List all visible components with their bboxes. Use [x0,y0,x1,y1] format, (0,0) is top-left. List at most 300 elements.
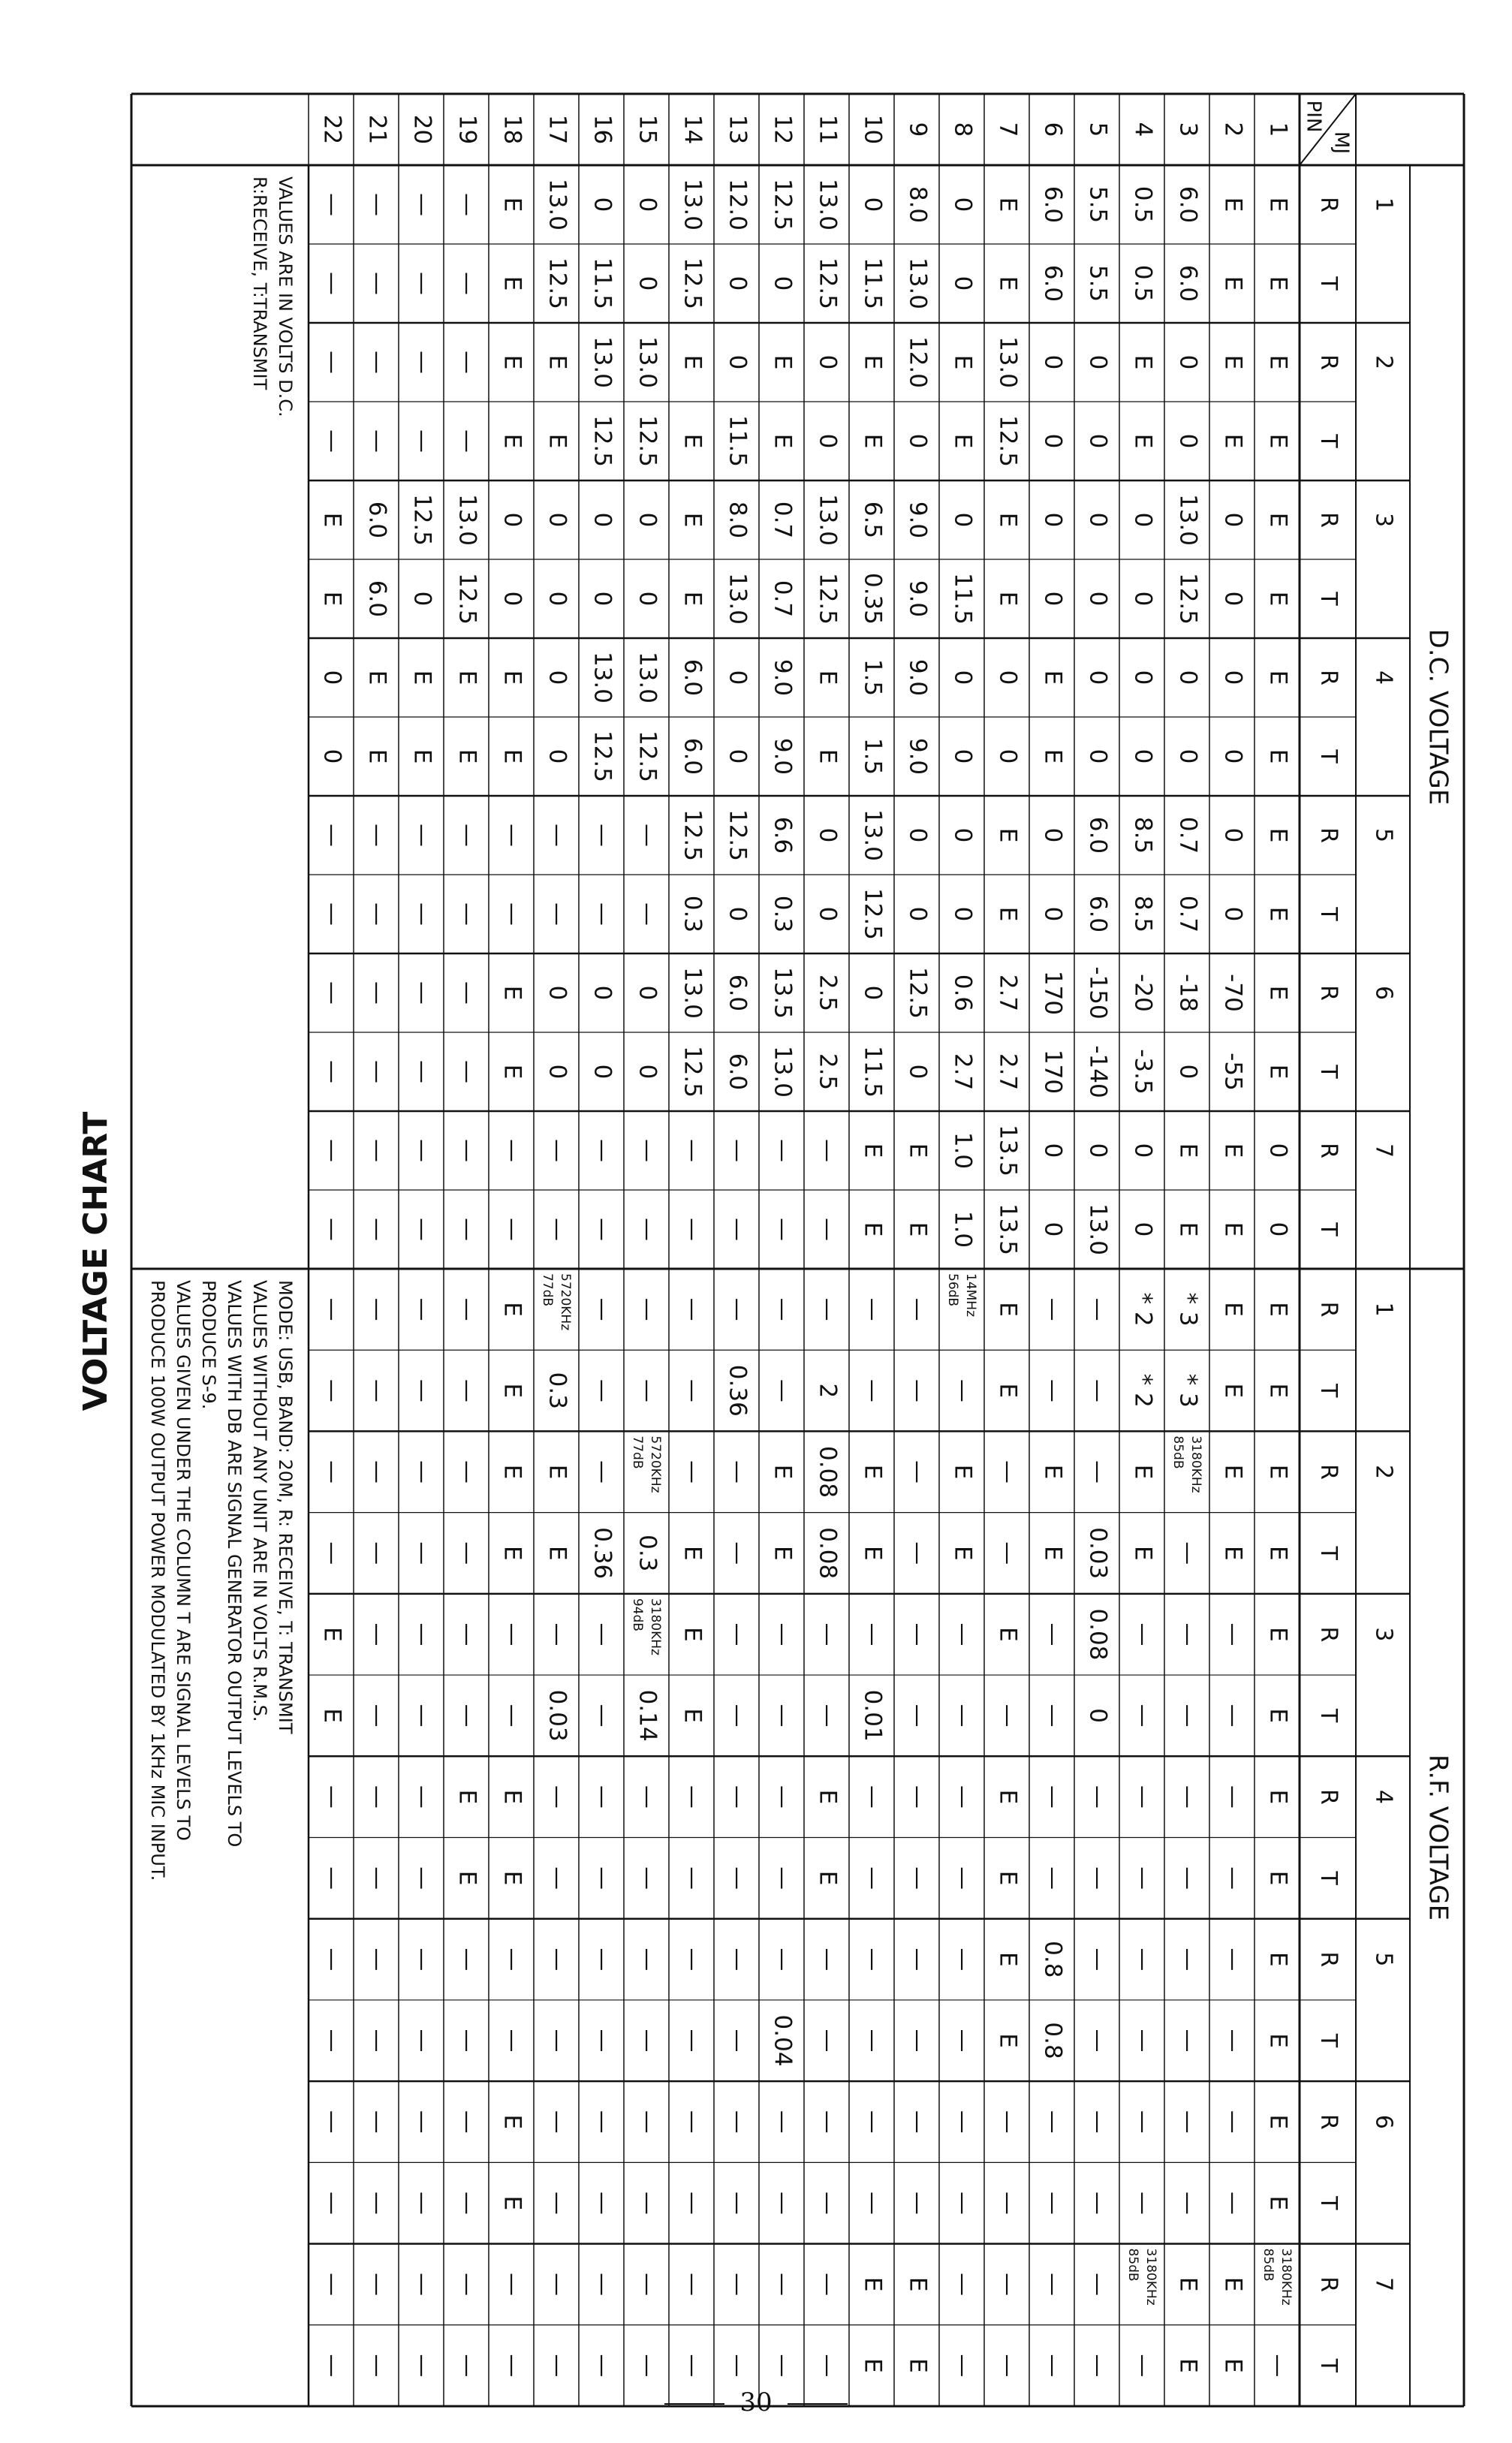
rf-cell-value: 2 [814,1383,842,1399]
rf-cell-value: 0.36 [589,1527,616,1580]
rf-note-line: MODE: USB, BAND: 20M, R: RECEIVE, T: TRANSMIT [275,1280,296,1734]
dc-cell-value: — [453,902,481,926]
rf-cell-value: — [634,1947,661,1972]
dc-cell-value: — [453,1060,481,1083]
dc-col-label-t: T [1315,276,1342,291]
rf-cell-value: — [949,1785,977,1809]
dc-cell-value: 2.7 [994,974,1022,1012]
rf-cell-value: — [1219,2191,1247,2215]
dc-cell-value: — [453,351,481,374]
dc-cell-value: — [363,981,391,1005]
rf-cell-value: — [318,1541,346,1565]
dc-cell-value: 12.5 [408,493,436,547]
rf-cell-value: E [1264,1302,1292,1317]
dc-cell-value: 0 [949,827,977,843]
dc-group-label: 7 [1370,1143,1397,1158]
dc-cell-value: — [679,1139,706,1162]
dc-cell-value: E [408,670,436,685]
dc-cell-value: 0 [634,276,661,291]
rf-cell-value: — [318,1785,346,1809]
rf-cell-value: E [544,1464,571,1480]
rf-cell-value: E [904,2358,932,2373]
rf-cell-value: — [859,2029,887,2053]
dc-cell-value: 6.5 [859,501,887,539]
dc-cell-value: — [318,1139,346,1162]
rf-col-label-r: R [1315,1788,1342,1805]
rf-cell-value: — [769,1703,797,1728]
rf-cell-value: — [1129,1703,1157,1728]
rf-cell-value: — [814,2354,842,2378]
pin-number: 2 [1219,122,1247,137]
rf-cell-value: — [994,2273,1022,2297]
rf-cell-value: — [904,1460,932,1484]
dc-cell-value: — [769,1139,797,1162]
rf-cell-value: — [724,2191,751,2215]
dc-cell-value: — [363,1139,391,1162]
rf-cell-value: — [1174,1866,1202,1890]
rf-cell-value: E [679,1545,706,1561]
rf-cell-value: — [453,1378,481,1402]
rf-cell-value: — [589,1297,616,1321]
rf-cell-value: 3180KHz [1279,2248,1294,2306]
dc-cell-value: 13.0 [589,651,616,704]
dc-cell-value: — [453,981,481,1005]
dc-cell-value: E [498,276,526,291]
dc-cell-value: 0 [814,906,842,922]
rf-cell-value: — [453,1703,481,1728]
dc-cell-value: — [363,193,391,216]
rf-cell-value: — [679,2110,706,2134]
dc-cell-value: 0 [1219,512,1247,528]
dc-cell-value: 0 [634,512,661,528]
rf-cell-value: — [949,1866,977,1890]
dc-cell-value: E [498,354,526,370]
dc-cell-value: 0 [1039,1222,1067,1237]
dc-cell-value: 0 [498,591,526,607]
dc-cell-value: E [679,591,706,607]
dc-cell-value: 0 [318,749,346,764]
dc-cell-value: 12.5 [859,887,887,941]
dc-cell-value: E [498,749,526,764]
dc-cell-value: 1.0 [949,1210,977,1249]
dc-cell-value: E [1264,827,1292,843]
dc-cell-value: 0 [1084,670,1112,685]
rf-cell-value: — [498,1947,526,1972]
dc-cell-value: -55 [1219,1053,1247,1091]
rf-group-label: 4 [1370,1789,1397,1804]
rf-col-label-r: R [1315,1464,1342,1480]
dc-cell-value: 13.0 [1174,493,1202,547]
dc-cell-value: 0 [724,749,751,764]
rf-cell-value: — [679,2029,706,2053]
dc-cell-value: — [544,824,571,847]
dc-cell-value: E [1264,512,1292,528]
pin-number: 17 [544,114,571,145]
rf-cell-value: — [1219,2110,1247,2134]
dc-cell-value: E [994,827,1022,843]
dc-cell-value: — [318,824,346,847]
dc-cell-value: — [453,193,481,216]
rf-cell-value: — [679,1785,706,1809]
rf-cell-value: 0.08 [1084,1608,1112,1661]
dc-cell-value: 0 [589,985,616,1001]
rf-cell-value: 0.08 [814,1446,842,1499]
dc-cell-value: 13.0 [453,493,481,547]
dc-cell-value: — [589,902,616,926]
rf-cell-value: — [679,2191,706,2215]
rf-col-label-r: R [1315,2113,1342,2130]
dc-cell-value: 0 [1129,591,1157,607]
dc-cell-value: 0 [1084,749,1112,764]
rf-cell-value: — [1219,1622,1247,1646]
rf-cell-value: — [589,2273,616,2297]
dc-cell-value: E [1219,1222,1247,1237]
rf-col-label-r: R [1315,1301,1342,1318]
dc-cell-value: 13.0 [634,336,661,389]
rf-cell-value: — [498,1703,526,1728]
rf-cell-value: E [1039,1545,1067,1561]
dc-cell-value: — [318,902,346,926]
dc-col-label-r: R [1315,512,1342,528]
dc-cell-value: E [949,433,977,449]
rf-cell-value: E [453,1870,481,1886]
dc-cell-value: — [318,193,346,216]
dc-cell-value: 0 [949,749,977,764]
dc-cell-value: E [1219,433,1247,449]
rf-cell-value: 85dB [1125,2248,1140,2282]
rf-cell-value: E [1129,1545,1157,1561]
rf-cell-value: — [589,1866,616,1890]
rf-col-label-r: R [1315,2276,1342,2293]
dc-cell-value: 9.0 [904,658,932,697]
rf-cell-value: — [1129,1866,1157,1890]
dc-cell-value: 0 [994,670,1022,685]
page-number: 30 [739,2387,773,2417]
rf-note-line: VALUES GIVEN UNDER THE COLUMN T ARE SIGNAL LEVELS TO [173,1280,194,1841]
rf-cell-value: — [363,1785,391,1809]
rf-cell-value: — [634,2029,661,2053]
dc-cell-value: 5.5 [1084,264,1112,303]
rf-cell-value: — [904,1297,932,1321]
dc-cell-value: 0 [1219,670,1247,685]
rf-cell-value: E [498,2195,526,2211]
dc-cell-value: — [498,1218,526,1241]
dc-cell-value: 0 [724,354,751,370]
rf-cell-value: E [498,1464,526,1480]
dc-cell-value: 0 [1219,827,1247,843]
dc-cell-value: — [408,902,436,926]
dc-cell-value: 0 [1084,591,1112,607]
rf-cell-value: — [724,1866,751,1890]
rf-cell-value: — [1174,2029,1202,2053]
dc-cell-value: E [994,906,1022,922]
rf-cell-value: — [904,1622,932,1646]
rf-group-label: 2 [1370,1464,1397,1480]
rf-cell-value: — [634,1866,661,1890]
dc-cell-value: E [498,985,526,1001]
rf-cell-value: — [724,2273,751,2297]
dc-cell-value: 6.6 [769,816,797,854]
dc-group-label: 3 [1370,512,1397,528]
dc-col-label-t: T [1315,1222,1342,1237]
dc-cell-value: E [544,354,571,370]
dc-cell-value: 0 [408,591,436,607]
pin-number: 19 [453,114,481,145]
rf-cell-value: — [363,1622,391,1646]
dc-cell-value: 13.0 [994,336,1022,389]
dc-cell-value: — [318,1218,346,1241]
rf-col-label-t: T [1315,1384,1342,1398]
dc-cell-value: — [363,351,391,374]
rf-cell-value: 56dB [945,1273,960,1307]
dc-cell-value: 0 [1219,591,1247,607]
rf-cell-value: 0.36 [724,1364,751,1417]
rf-cell-value: — [1129,2029,1157,2053]
rf-cell-value: — [1174,1947,1202,1972]
rf-cell-value: — [544,1622,571,1646]
rf-cell-value: E [498,1383,526,1399]
dc-cell-value: — [318,272,346,295]
rf-cell-value: E [498,2114,526,2130]
dc-cell-value: 12.5 [634,730,661,783]
dc-cell-value: 13.0 [814,493,842,547]
rf-cell-value: — [318,2110,346,2134]
dc-cell-value: 2.7 [994,1053,1022,1091]
rf-group-label: 6 [1370,2114,1397,2129]
rf-cell-value: E [498,1789,526,1805]
dc-cell-value: 0 [1084,433,1112,449]
rf-col-label-t: T [1315,1546,1342,1560]
dc-col-label-r: R [1315,354,1342,370]
dc-cell-value: 13.0 [814,178,842,231]
dc-cell-value: — [363,902,391,926]
dc-cell-value: — [408,351,436,374]
rf-cell-value: E [498,1302,526,1317]
rf-cell-value: E [318,1708,346,1723]
rf-cell-value: — [363,2273,391,2297]
rf-cell-value: — [994,2110,1022,2134]
rf-cell-value: E [1039,1464,1067,1480]
rf-cell-value: — [453,2354,481,2378]
dc-cell-value: E [318,591,346,607]
rf-cell-value: — [1129,2354,1157,2378]
rf-cell-value: — [544,2029,571,2053]
dc-cell-value: E [1129,354,1157,370]
dc-cell-value: 6.0 [1039,264,1067,303]
dc-cell-value: 0 [724,670,751,685]
rf-cell-value: E [1219,1545,1247,1561]
pin-number: 13 [724,114,751,145]
rf-cell-value: 77dB [540,1273,555,1307]
rf-cell-value: — [769,1947,797,1972]
dc-cell-value: 0.5 [1129,264,1157,303]
dc-cell-value: 11.5 [589,257,616,310]
rf-group-label: 7 [1370,2277,1397,2292]
dc-cell-value: 0 [634,1064,661,1080]
dc-cell-value: 8.0 [904,185,932,224]
rf-cell-value: — [769,2354,797,2378]
pin-number: 20 [408,114,436,145]
dc-cell-value: — [408,1060,436,1083]
dc-cell-value: E [1264,749,1292,764]
pin-number: 4 [1129,122,1157,137]
dc-cell-value: 13.5 [994,1203,1022,1256]
rf-cell-value: — [1129,1622,1157,1646]
dc-cell-value: 0 [1129,512,1157,528]
dc-note-line: VALUES ARE IN VOLTS D.C. [275,176,296,417]
dc-cell-value: 0 [1039,512,1067,528]
dc-cell-value: E [859,433,887,449]
rf-group-label: 3 [1370,1627,1397,1642]
rf-cell-value: — [859,1297,887,1321]
rf-cell-value: — [363,2354,391,2378]
dc-cell-value: 0 [904,433,932,449]
rf-cell-value: 0.8 [1039,1941,1067,1978]
dc-cell-value: 0.3 [679,895,706,933]
dc-cell-value: 170 [1039,1049,1067,1095]
dc-cell-value: E [1264,906,1292,922]
rf-cell-value: 0.3 [634,1535,661,1572]
corner-label-mj: MJ [1330,131,1353,155]
dc-cell-value: — [408,1139,436,1162]
dc-cell-value: E [1264,985,1292,1001]
dc-col-label-t: T [1315,1065,1342,1079]
rf-cell-value: — [318,1378,346,1402]
dc-cell-value: 0 [769,276,797,291]
rf-cell-value: — [1084,1785,1112,1809]
dc-cell-value: — [453,429,481,453]
dc-cell-value: 0.5 [1129,185,1157,224]
dc-cell-value: E [1039,749,1067,764]
dc-cell-value: — [724,1139,751,1162]
rf-cell-value: — [1039,2191,1067,2215]
dc-cell-value: 0 [1039,906,1067,922]
dc-cell-value: 12.5 [544,257,571,310]
dc-cell-value: 0 [634,197,661,212]
rf-group-label: 5 [1370,1952,1397,1967]
rf-cell-value: — [408,1460,436,1484]
rf-cell-value: E [1264,1708,1292,1723]
rf-cell-value: — [859,1866,887,1890]
dc-cell-value: 0 [544,985,571,1001]
dc-group-label: 1 [1370,197,1397,212]
rf-cell-value: — [724,1703,751,1728]
dc-col-label-t: T [1315,907,1342,921]
dc-cell-value: E [769,433,797,449]
rf-cell-value: — [949,2354,977,2378]
rf-cell-value: — [994,2354,1022,2378]
dc-cell-value: 12.5 [904,966,932,1020]
rf-cell-value: — [1174,1622,1202,1646]
rf-cell-value: E [859,2276,887,2292]
dc-cell-value: E [544,433,571,449]
rf-cell-value: * 3 [1174,1292,1202,1327]
rf-cell-value: — [1129,2110,1157,2134]
rf-cell-value: E [453,1789,481,1805]
rf-cell-value: — [859,1947,887,1972]
rf-cell-value: — [769,2273,797,2297]
dc-cell-value: — [634,1218,661,1241]
dc-cell-value: — [363,272,391,295]
dc-cell-value: -20 [1129,974,1157,1012]
dc-cell-value: E [1264,1064,1292,1080]
rf-cell-value: — [453,1947,481,1972]
page-number-line [0,2387,1512,2417]
rf-cell-value: 0.3 [544,1372,571,1409]
pin-number: 5 [1084,122,1112,137]
dc-cell-value: E [904,1222,932,1237]
dc-cell-value: 6.0 [1174,185,1202,224]
rf-cell-value: — [1129,2191,1157,2215]
dc-cell-value: E [994,512,1022,528]
rf-cell-value: — [318,1866,346,1890]
rf-col-label-t: T [1315,1871,1342,1885]
rf-cell-value: — [724,1541,751,1565]
rf-cell-value: — [589,1460,616,1484]
dc-cell-value: 6.0 [1174,264,1202,303]
rf-cell-value: — [498,2273,526,2297]
rf-cell-value: — [724,2354,751,2378]
rf-note-line: PRODUCE S-9. [198,1280,219,1410]
dc-cell-value: E [408,749,436,764]
dc-cell-value: — [318,351,346,374]
rf-cell-value: 85dB [1261,2248,1276,2282]
rf-cell-value: — [814,2273,842,2297]
corner-label-pin: PIN [1302,100,1325,133]
rf-cell-value: — [634,2354,661,2378]
rf-cell-value: 3180KHz [1143,2248,1158,2306]
rf-cell-value: — [318,2354,346,2378]
dc-group-label: 6 [1370,985,1397,1001]
rf-col-label-t: T [1315,2033,1342,2048]
rf-cell-value: — [724,2110,751,2134]
rf-cell-value: — [589,2029,616,2053]
rf-cell-value: — [318,1460,346,1484]
rf-cell-value: — [994,1460,1022,1484]
rf-cell-value: E [1264,2114,1292,2130]
rf-note-line: PRODUCE 100W OUTPUT POWER MODULATED BY 1KHz MIC INPUT. [147,1280,168,1881]
rf-cell-value: — [814,1622,842,1646]
dc-cell-value: E [498,433,526,449]
rf-cell-value: 77dB [630,1435,645,1469]
dc-cell-value: 0 [634,985,661,1001]
dc-cell-value: 0 [814,433,842,449]
rf-cell-value: — [363,1947,391,1972]
rf-cell-value: — [453,1541,481,1565]
dc-cell-value: 0 [814,827,842,843]
dc-cell-value: 13.0 [769,1045,797,1098]
dc-cell-value: 9.0 [769,658,797,697]
rf-cell-value: E [994,1870,1022,1886]
dc-cell-value: — [363,1060,391,1083]
rf-cell-value: E [498,1870,526,1886]
dc-group-label: 5 [1370,827,1397,843]
dc-cell-value: 6.0 [724,1053,751,1091]
rf-cell-value: — [1219,1866,1247,1890]
dc-cell-value: — [769,1218,797,1241]
dc-cell-value: 0 [949,906,977,922]
dc-cell-value: 0 [1264,1222,1292,1237]
rf-cell-value: — [408,2029,436,2053]
rf-cell-value: — [814,2191,842,2215]
dc-cell-value: 12.5 [814,257,842,310]
dc-cell-value: 0.35 [859,572,887,625]
rf-cell-value: — [318,1297,346,1321]
rf-cell-value: E [859,2358,887,2373]
dc-cell-value: E [1174,1222,1202,1237]
rf-cell-value: — [408,2110,436,2134]
rf-cell-value: — [363,2191,391,2215]
